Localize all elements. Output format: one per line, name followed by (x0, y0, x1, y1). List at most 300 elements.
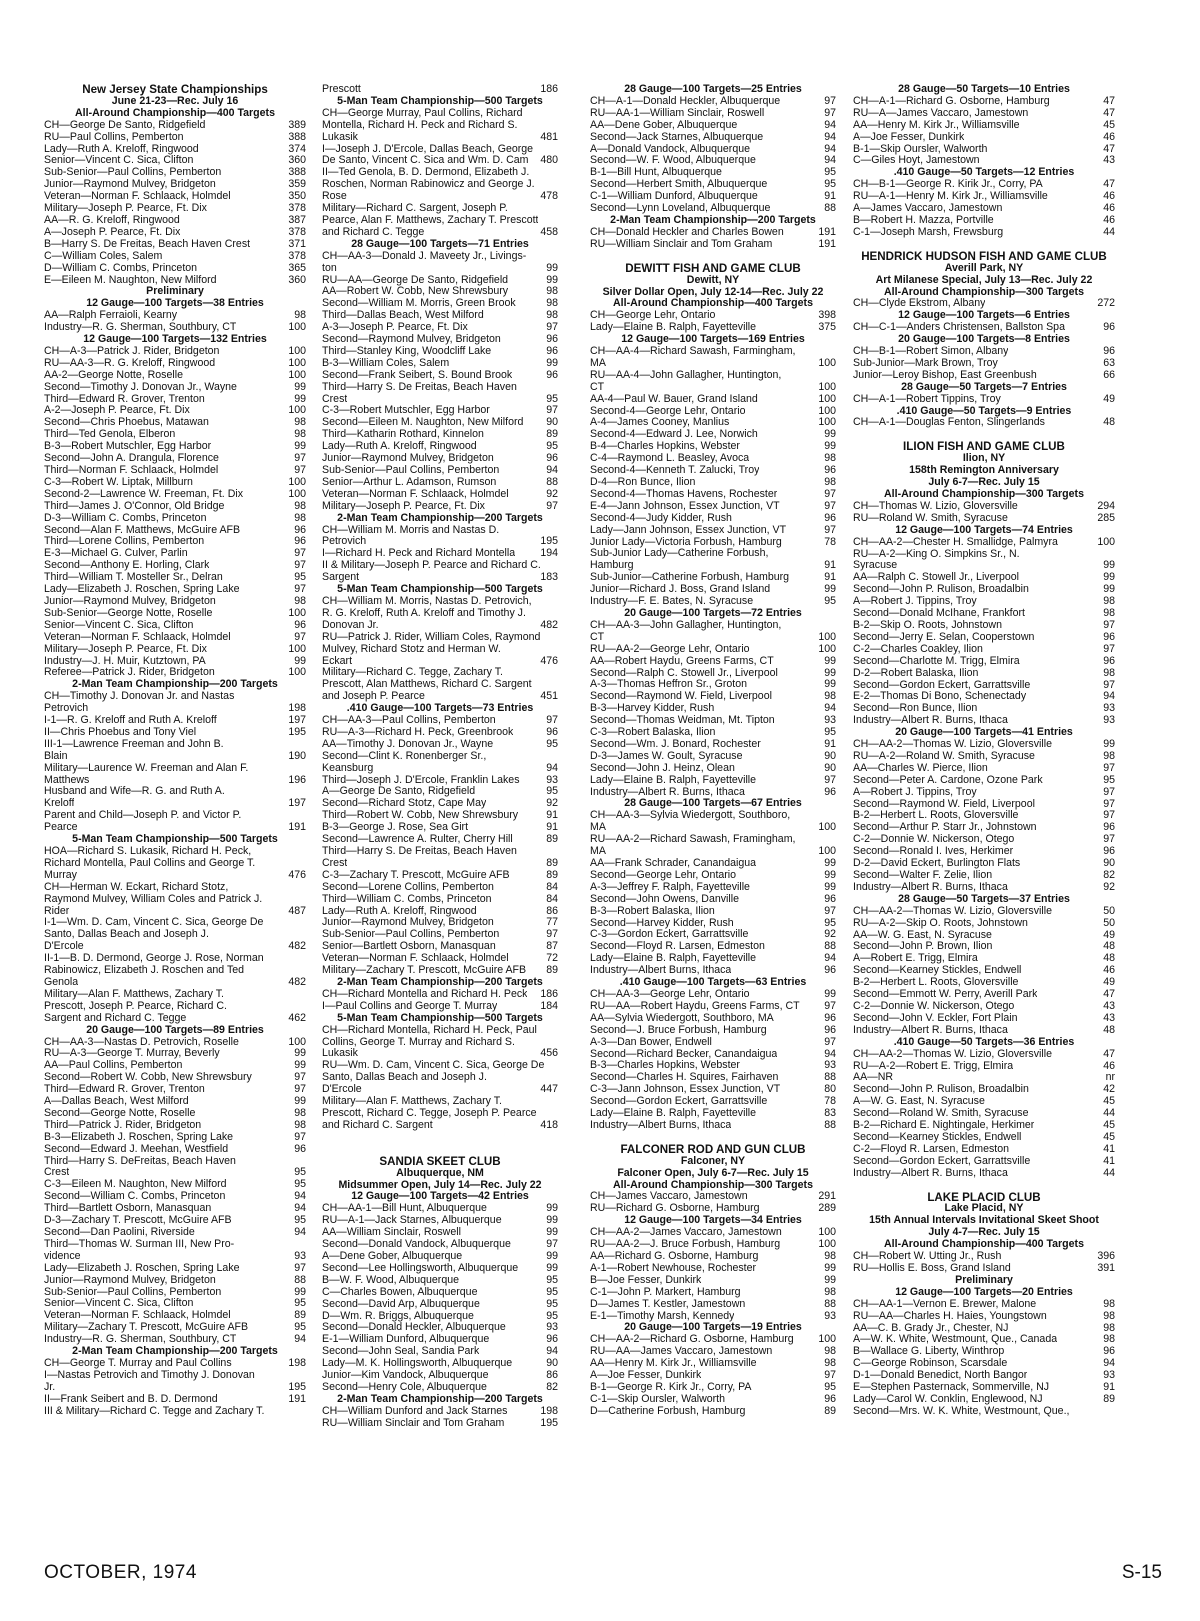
section-heading: 5-Man Team Championship—500 Targets (337, 95, 543, 107)
result-entry: AA—Ralph Ferraioli, Kearny (44, 310, 178, 322)
result-row (853, 1406, 1115, 1418)
result-entry: CT (590, 381, 605, 393)
result-entry: Military—Richard C. Tegge, Zachary T. (322, 667, 503, 679)
result-row (590, 132, 836, 144)
result-row (322, 739, 558, 751)
result-score (832, 370, 836, 382)
result-score: 198 (540, 1405, 558, 1417)
result-score: 487 (288, 905, 306, 917)
result-score: 93 (1103, 703, 1115, 715)
result-entry: Second—Frank Seibert, S. Bound Brook (322, 369, 513, 381)
result-score: 86 (546, 905, 558, 917)
result-row (322, 465, 558, 477)
result-entry: Santo, Dallas Beach and Joseph J. (44, 929, 209, 941)
result-entry: Junior—Richard J. Boss, Grand Island (590, 584, 771, 596)
result-score: 100 (818, 417, 836, 429)
result-score: 98 (294, 429, 306, 441)
section-spacer (853, 239, 1115, 251)
result-entry: Jr. (44, 1381, 56, 1393)
result-row (322, 620, 558, 632)
result-row (590, 787, 836, 799)
result-score: 99 (546, 357, 558, 369)
result-entry: vidence (44, 1250, 81, 1262)
result-entry: Second-4—Kenneth T. Zalucki, Troy (590, 465, 760, 477)
section-spacer (853, 1180, 1115, 1192)
result-score (554, 120, 558, 132)
result-score: nr (1105, 1072, 1115, 1084)
result-score: 95 (824, 917, 836, 929)
result-entry: C-2—Donnie W. Nickerson, Otego (853, 1000, 1015, 1012)
result-row (590, 191, 836, 203)
result-score: 476 (288, 869, 306, 881)
result-entry: Syracuse (853, 560, 898, 572)
result-score (832, 810, 836, 822)
result-score: 388 (288, 131, 306, 143)
result-entry: Junior—Raymond Mulvey, Bridgeton (44, 1274, 216, 1286)
result-row (322, 846, 558, 858)
result-score: 97 (824, 1370, 836, 1382)
result-entry: Second-4—Thomas Havens, Rochester (590, 488, 778, 500)
result-entry: RU—A-1—Jack Starnes, Albuquerque (322, 1215, 502, 1227)
result-row (853, 132, 1115, 144)
result-score: 98 (1103, 667, 1115, 679)
result-entry: Industry—R. G. Sherman, Southbury, CT (44, 322, 237, 334)
result-entry: RU—AA-2—George Lehr, Ontario (590, 643, 750, 655)
result-score: 90 (824, 750, 836, 762)
section-heading: 12 Gauge—100 Targets—20 Entries (895, 1286, 1073, 1298)
result-row (322, 120, 558, 132)
result-score: 99 (824, 584, 836, 596)
result-row (853, 1144, 1115, 1156)
result-row (590, 453, 836, 465)
result-row (44, 667, 306, 679)
result-entry: Second—John P. Rulison, Broadalbin (853, 1084, 1029, 1096)
result-score: 43 (1103, 1000, 1115, 1012)
result-score: 99 (294, 441, 306, 453)
result-entry: Second—Jack Starnes, Albuquerque (590, 131, 764, 143)
result-row (590, 572, 836, 584)
result-row (322, 858, 558, 870)
result-row (853, 870, 1115, 882)
result-score: 97 (294, 453, 306, 465)
result-row (322, 917, 558, 929)
result-entry: Second-2—Lawrence W. Freeman, Ft. Dix (44, 488, 243, 500)
result-entry: Second—Donald McIhane, Frankfort (853, 608, 1025, 620)
result-entry: B-1—Skip Oursler, Walworth (853, 143, 988, 155)
result-score: 97 (294, 548, 306, 560)
result-row (322, 715, 558, 727)
result-row (590, 120, 836, 132)
result-score: 95 (824, 596, 836, 608)
result-row (322, 644, 558, 656)
result-score: 97 (1103, 762, 1115, 774)
result-score: 99 (294, 393, 306, 405)
result-row (44, 584, 306, 596)
result-score: 99 (294, 655, 306, 667)
result-row (590, 870, 836, 882)
result-row (44, 203, 306, 215)
result-score: 97 (824, 774, 836, 786)
result-row (322, 1108, 558, 1120)
result-row (44, 1275, 306, 1287)
result-score: 96 (294, 524, 306, 536)
result-score: 95 (546, 1298, 558, 1310)
result-score: 45 (1103, 1120, 1115, 1132)
result-entry: Sub-Senior—Paul Collins, Pemberton (44, 1286, 222, 1298)
result-row (853, 191, 1115, 203)
result-row (44, 727, 306, 739)
result-score (554, 632, 558, 644)
result-row (322, 167, 558, 179)
result-score (554, 167, 558, 179)
result-row (322, 906, 558, 918)
result-score: 360 (288, 274, 306, 286)
result-score: 98 (294, 500, 306, 512)
result-row (853, 918, 1115, 930)
result-score (302, 1370, 306, 1382)
result-score: 195 (288, 726, 306, 738)
result-score: 99 (824, 881, 836, 893)
result-score (302, 858, 306, 870)
result-entry: and Richard C. Sargent (322, 1119, 433, 1131)
result-row (44, 501, 306, 513)
result-row (590, 167, 836, 179)
result-score: 388 (288, 167, 306, 179)
result-row (322, 1382, 558, 1394)
result-entry: Sub-Senior—Paul Collins, Pemberton (322, 465, 500, 476)
result-row (44, 477, 306, 489)
result-entry: R. G. Kreloff, Ruth A. Kreloff and Timothy J. (322, 607, 526, 619)
result-score: 97 (1103, 786, 1115, 798)
result-row (590, 155, 836, 167)
result-score: 99 (546, 274, 558, 286)
result-row (322, 132, 558, 144)
result-entry: RU—AA—Charles H. Haies, Youngstown (853, 1310, 1047, 1322)
result-entry: C-2—Charles Coakley, Ilion (853, 643, 983, 655)
result-entry: Third—Patrick J. Rider, Bridgeton (44, 1119, 202, 1131)
result-row (322, 1215, 558, 1227)
result-row (322, 370, 558, 382)
result-entry: CH—Herman W. Eckart, Richard Stotz, (44, 881, 229, 893)
result-row (44, 417, 306, 429)
result-row (44, 1251, 306, 1263)
result-row (590, 441, 836, 453)
result-score: 99 (294, 1048, 306, 1060)
result-entry: Industry—R. G. Sherman, Southbury, CT (44, 1334, 237, 1346)
result-entry: B-1—Bill Hunt, Albuquerque (590, 167, 722, 179)
club-heading: ILION FISH AND GAME CLUB (903, 441, 1065, 454)
result-score: 359 (288, 179, 306, 191)
section-heading: 28 Gauge—100 Targets—67 Entries (624, 798, 802, 810)
result-entry: Rose (322, 191, 347, 203)
result-row (853, 513, 1115, 525)
section-heading: Dewitt, NY (686, 274, 740, 286)
result-row (590, 894, 836, 906)
result-entry: Military—Richard C. Sargent, Joseph P. (322, 203, 508, 215)
result-entry: Second—Thomas Weidman, Mt. Tipton (590, 715, 775, 727)
result-entry: RU—AA-1—William Sinclair, Roswell (590, 107, 765, 119)
result-score: 82 (546, 1381, 558, 1393)
result-entry: HOA—Richard S. Lukasik, Richard H. Peck, (44, 846, 252, 857)
section-heading: 28 Gauge—100 Targets—25 Entries (624, 84, 802, 95)
result-entry: Second—Ronald I. Ives, Herkimer (853, 846, 1014, 858)
result-row (44, 608, 306, 620)
result-entry: A-3—Dan Bower, Endwell (590, 1036, 712, 1048)
result-row (44, 941, 306, 953)
result-row (44, 989, 306, 1001)
result-entry: and Joseph P. Pearce (322, 691, 425, 703)
result-row (590, 144, 836, 156)
result-entry: Second—J. Bruce Forbush, Hamburg (590, 1024, 767, 1036)
result-row (44, 715, 306, 727)
result-row (322, 310, 558, 322)
result-row (853, 834, 1115, 846)
result-entry: Hamburg (590, 560, 634, 572)
result-score (554, 382, 558, 394)
result-entry: C-1—Joseph Marsh, Frewsburg (853, 226, 1004, 238)
result-entry: AA—William Sinclair, Roswell (322, 1227, 461, 1239)
result-score (302, 894, 306, 906)
result-row (853, 822, 1115, 834)
result-score: 360 (288, 155, 306, 167)
result-entry: D—James T. Kestler, Jamestown (590, 1298, 746, 1310)
result-score: 96 (1103, 631, 1115, 643)
result-score: 97 (294, 631, 306, 643)
result-row (322, 108, 558, 120)
result-entry: A—Robert J. Tippins, Troy (853, 596, 977, 608)
result-row (44, 310, 306, 322)
result-score: 195 (288, 1381, 306, 1393)
result-entry: D'Ercole (44, 941, 84, 953)
result-entry: Montella, Richard H. Peck and Richard S. (322, 119, 518, 131)
result-entry: Richard Montella, Paul Collins and George T. (44, 857, 256, 869)
result-entry: Industry—Albert Burns, Ithaca (590, 1119, 732, 1131)
section-heading: 20 Gauge—100 Targets—72 Entries (624, 607, 802, 619)
result-entry: I—Richard H. Peck and Richard Montella (322, 548, 516, 560)
result-entry: Husband and Wife—R. G. and Ruth A. (44, 786, 225, 798)
result-row (44, 1156, 306, 1168)
result-entry: RU—William Sinclair and Tom Graham (322, 1417, 505, 1429)
section-heading: All-Around Championship—400 Targets (884, 1239, 1084, 1251)
result-score: 47 (1103, 989, 1115, 1001)
result-entry: Lady—Elaine B. Ralph, Fayetteville (590, 953, 757, 965)
result-entry: B-3—William Coles, Salem (322, 357, 450, 369)
result-score: 46 (1103, 1060, 1115, 1072)
result-score: 97 (824, 905, 836, 917)
result-row (853, 989, 1115, 1001)
result-score: 95 (546, 393, 558, 405)
result-score: 93 (824, 715, 836, 727)
result-entry: Junior—Raymond Mulvey, Bridgeton (322, 917, 494, 929)
result-entry: RU—A-2—Roland W. Smith, Syracuse (853, 750, 1035, 762)
result-entry: Second-4—Edward J. Lee, Norwich (590, 429, 758, 441)
result-entry: AA—R. G. Kreloff, Ringwood (44, 214, 180, 226)
result-entry: Industry—F. E. Bates, N. Syracuse (590, 596, 754, 608)
result-score: 198 (288, 703, 306, 715)
result-row (44, 489, 306, 501)
result-row (44, 739, 306, 751)
result-entry: Senior—Arthur L. Adamson, Rumson (322, 476, 497, 488)
result-score (554, 1025, 558, 1037)
result-entry: Lady—M. K. Hollingsworth, Albuquerque (322, 1358, 513, 1370)
result-entry: CH—AA-3—Nastas D. Petrovich, Roselle (44, 1036, 239, 1048)
result-score: 99 (824, 988, 836, 1000)
result-score: 95 (824, 727, 836, 739)
result-entry: RU—AA-3—R. G. Kreloff, Ringwood (44, 357, 216, 369)
result-entry: Crest (44, 1167, 70, 1179)
result-score: 191 (818, 226, 836, 238)
result-entry: B-3—Harvey Kidder, Rush (590, 703, 715, 715)
result-score: 95 (294, 1322, 306, 1334)
section-heading: .410 Gauge—100 Targets—73 Entries (346, 703, 534, 715)
section-heading: .410 Gauge—50 Targets—12 Entries (893, 167, 1075, 179)
result-entry: A—Donald Vandock, Albuquerque (590, 143, 750, 155)
section-heading: Falconer, NY (680, 1155, 746, 1167)
result-score (302, 965, 306, 977)
result-score: 458 (540, 226, 558, 238)
section-heading: 12 Gauge—100 Targets—34 Entries (624, 1215, 802, 1227)
result-row (853, 1072, 1115, 1084)
result-entry: CH—B-1—George R. Kirik Jr., Corry, PA (853, 179, 1043, 191)
result-score: 95 (546, 1274, 558, 1286)
result-entry: Blain (44, 750, 68, 762)
result-row (44, 1370, 306, 1382)
result-entry: Second—Donald Heckler, Albuquerque (322, 1322, 506, 1334)
section-heading: 5-Man Team Championship—500 Targets (72, 834, 278, 846)
result-row (44, 870, 306, 882)
result-entry: Industry—Albert R. Burns, Ithaca (590, 786, 745, 798)
club-heading: DEWITT FISH AND GAME CLUB (625, 262, 801, 275)
result-entry: CH—A-1—Richard G. Osborne, Hamburg (853, 95, 1050, 107)
result-score: 100 (288, 322, 306, 334)
result-score: 95 (546, 441, 558, 453)
result-row (590, 1346, 836, 1358)
result-entry: CH—AA-3—Sylvia Wiedergott, Southboro, (590, 810, 791, 822)
result-score (554, 1096, 558, 1108)
result-score: 98 (546, 310, 558, 322)
result-score (1111, 549, 1115, 561)
result-entry: RU—AA—George De Santo, Ridgefield (322, 274, 509, 286)
result-score: 100 (818, 631, 836, 643)
result-score: 88 (294, 1274, 306, 1286)
result-score: 95 (546, 738, 558, 750)
result-row (44, 894, 306, 906)
result-row (590, 1287, 836, 1299)
result-score: 97 (546, 322, 558, 334)
result-entry: Second—W. F. Wood, Albuquerque (590, 155, 756, 167)
result-score: 41 (1103, 1155, 1115, 1167)
result-entry: Second—Robert W. Cobb, New Shrewsbury (44, 1072, 252, 1084)
result-score: 49 (1103, 977, 1115, 989)
result-entry: B-1—George R. Kirk Jr., Corry, PA (590, 1381, 752, 1393)
result-entry: Second—George Lehr, Ontario (590, 869, 737, 881)
result-row (322, 953, 558, 965)
result-score: 92 (546, 798, 558, 810)
result-score (554, 525, 558, 537)
result-row (853, 906, 1115, 918)
result-score: 99 (546, 1251, 558, 1262)
result-row (590, 310, 836, 322)
section-heading: Silver Dollar Open, July 12-14—Rec. July 22 (602, 286, 824, 298)
result-entry: Second—Gordon Eckert, Garrattsville (590, 1096, 768, 1108)
result-score: 482 (288, 976, 306, 988)
result-score: 94 (824, 119, 836, 131)
section-heading: .410 Gauge—100 Targets—63 Entries (619, 977, 807, 989)
result-score: 100 (288, 476, 306, 488)
result-row (853, 763, 1115, 775)
result-entry: AA—Timothy J. Donovan Jr., Wayne (322, 738, 494, 750)
result-score: 191 (288, 1393, 306, 1405)
result-row (44, 644, 306, 656)
club-heading: LAKE PLACID CLUB (927, 1191, 1041, 1204)
result-entry: AA—Henry M. Kirk Jr., Williamsville (853, 119, 1020, 131)
result-row (322, 775, 558, 787)
result-row (853, 1251, 1115, 1263)
result-entry: Second—George Notte, Roselle (44, 1107, 196, 1119)
result-score: 96 (824, 465, 836, 477)
result-score: 99 (294, 1096, 306, 1108)
result-entry: Sub-Senior—Paul Collins, Pemberton (44, 167, 222, 179)
result-row (590, 656, 836, 668)
result-score: 100 (288, 488, 306, 500)
result-score: 197 (288, 798, 306, 810)
result-entry: Third—Stanley King, Woodcliff Lake (322, 345, 492, 357)
result-score: 99 (824, 1274, 836, 1286)
result-score: 94 (824, 703, 836, 715)
result-score: 63 (1103, 357, 1115, 369)
section-heading: All-Around Championship—300 Targets (884, 286, 1084, 298)
result-entry: AA—Ralph C. Stowell Jr., Liverpool (853, 572, 1020, 584)
result-entry: A—W. K. White, Westmount, Que., Canada (853, 1334, 1058, 1346)
result-row (590, 394, 836, 406)
section-spacer (590, 251, 836, 263)
result-row (590, 1299, 836, 1311)
result-score: 44 (1103, 226, 1115, 238)
result-row (322, 536, 558, 548)
result-score: 190 (288, 750, 306, 762)
result-entry: E—Stephen Pasternack, Sommerville, NJ (853, 1382, 1050, 1394)
result-row (44, 1072, 306, 1084)
result-entry: C-1—John P. Markert, Hamburg (590, 1286, 741, 1298)
result-score: 99 (294, 1060, 306, 1072)
result-row (853, 656, 1115, 668)
result-score: 184 (540, 1000, 558, 1012)
result-entry: B-2—Richard E. Nightingale, Herkimer (853, 1120, 1035, 1132)
result-row (44, 536, 306, 548)
result-entry: AA—Henry M. Kirk Jr., Williamsville (590, 1358, 757, 1370)
result-entry: Second—Charles H. Squires, Fairhaven (590, 1072, 779, 1084)
result-score (554, 251, 558, 263)
result-row (322, 1299, 558, 1311)
result-score: 88 (824, 1119, 836, 1131)
result-row (44, 810, 306, 822)
result-score: 195 (540, 1417, 558, 1429)
result-score: 100 (818, 357, 836, 369)
result-score: 91 (824, 560, 836, 572)
result-row (590, 1191, 836, 1203)
result-row (322, 1239, 558, 1251)
result-row (44, 275, 306, 287)
result-score: 95 (1103, 774, 1115, 786)
result-row (590, 584, 836, 596)
section-heading: June 21-23—Rec. July 16 (111, 95, 239, 107)
result-score: 94 (294, 1334, 306, 1346)
result-score: 88 (824, 1298, 836, 1310)
result-score: 91 (1103, 1382, 1115, 1394)
column-2 (322, 84, 558, 1430)
result-row (590, 239, 836, 251)
result-entry: Second—Chris Phoebus, Matawan (44, 417, 209, 429)
